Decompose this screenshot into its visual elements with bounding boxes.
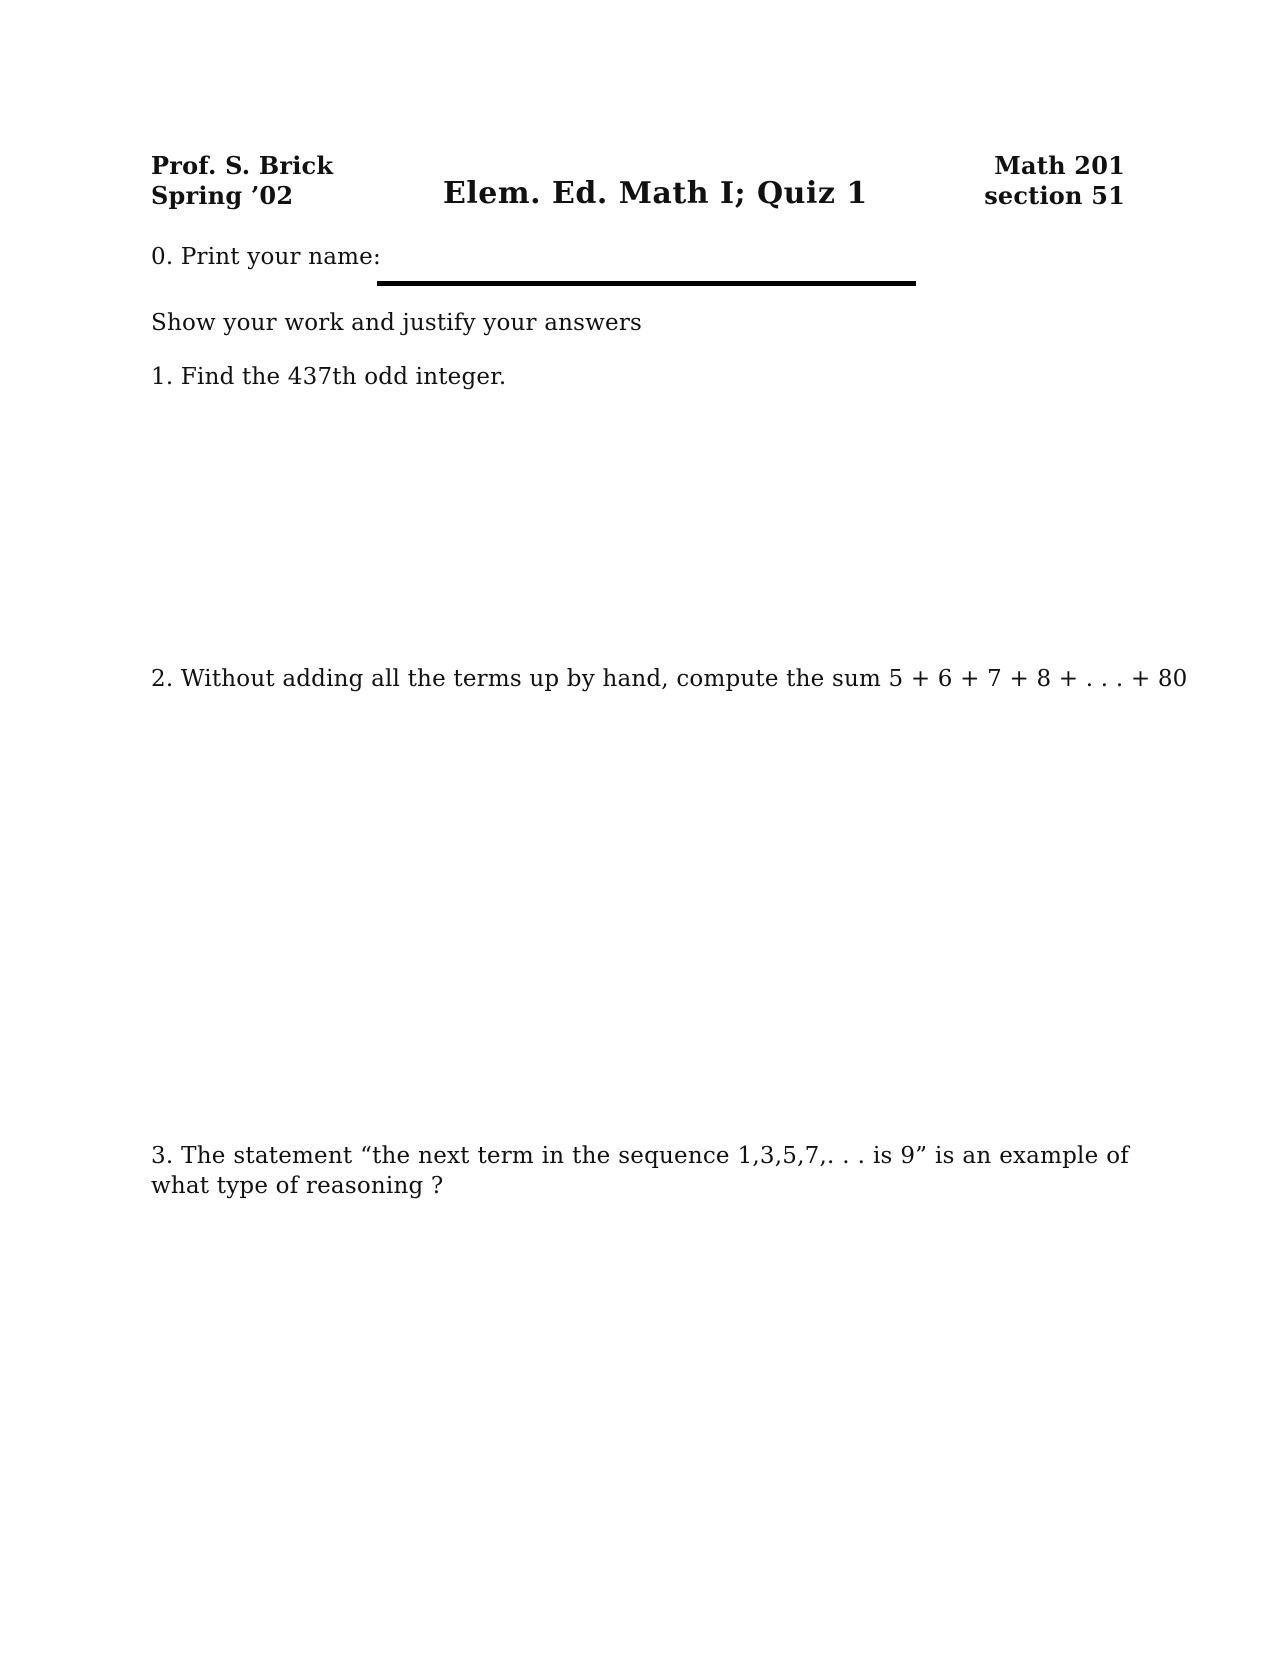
term: Spring ’02 <box>151 181 294 210</box>
instructor-name: Prof. S. Brick <box>151 151 334 180</box>
section-number: section 51 <box>984 181 1125 210</box>
instructions: Show your work and justify your answers <box>151 310 643 336</box>
page-title: Elem. Ed. Math I; Quiz 1 <box>443 176 868 211</box>
question-3: 3. The statement “the next term in the sequence 1,3,5,7,. . . is 9” is an example of what type of reasoning ? <box>151 1143 1129 1199</box>
course-number: Math 201 <box>994 151 1125 180</box>
name-prompt: 0. Print your name: <box>151 244 381 270</box>
question-1: 1. Find the 437th odd integer. <box>151 364 507 390</box>
question-2: 2. Without adding all the terms up by hand, compute the sum 5 + 6 + 7 + 8 + . . . + 80 <box>151 666 1188 692</box>
name-field-line[interactable] <box>377 281 916 286</box>
